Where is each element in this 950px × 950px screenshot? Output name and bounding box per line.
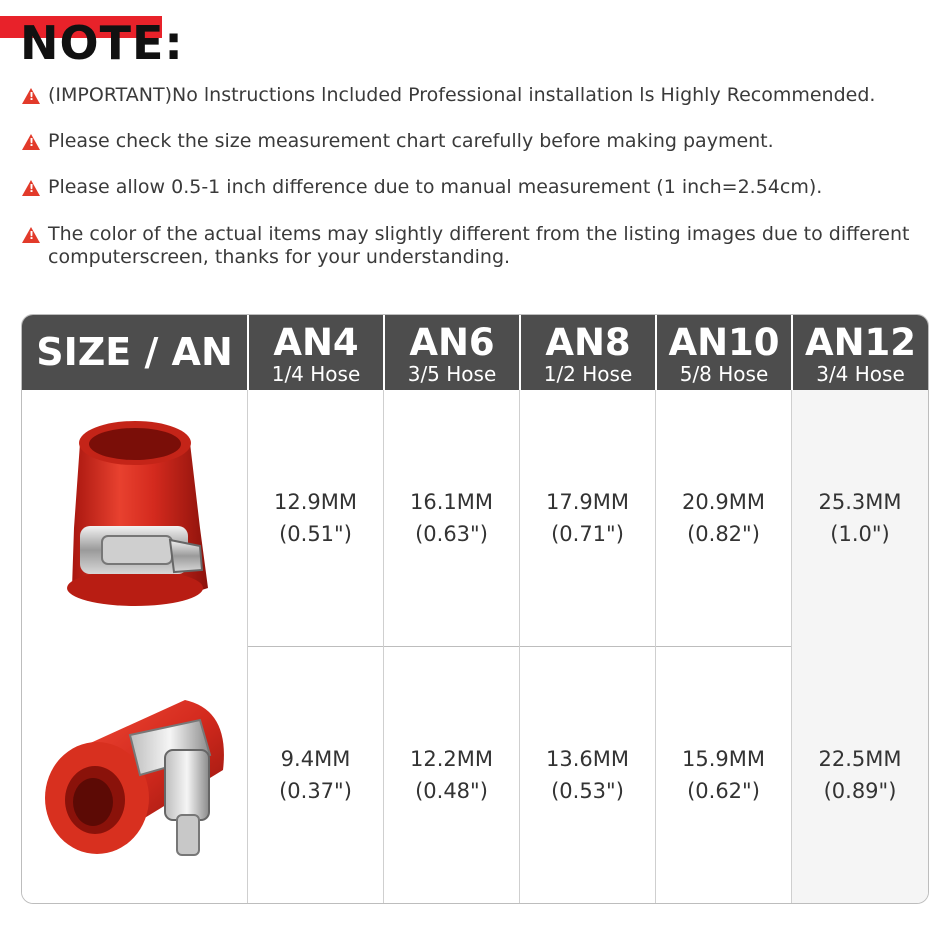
- size-cell: 16.1MM (0.63"): [383, 390, 519, 646]
- size-chart-table: [21, 314, 929, 904]
- size-cell: 13.6MM (0.53"): [519, 646, 655, 903]
- size-cell: 25.3MM (1.0"): [791, 390, 928, 646]
- hose-clamp-front-illustration: [50, 408, 220, 628]
- note-item: ! Please check the size measurement chart carefully before making payment.: [22, 130, 774, 153]
- warning-icon: [22, 180, 40, 196]
- warning-icon: [22, 134, 40, 150]
- header-col-an4: AN4 1/4 Hose: [247, 315, 383, 390]
- size-cell: 12.2MM (0.48"): [383, 646, 519, 903]
- table-row: [22, 390, 928, 647]
- note-item: ! The color of the actual items may slightly different from the listing images due to different computerscreen, thanks for your understanding.: [22, 223, 928, 269]
- size-cell: 20.9MM (0.82"): [655, 390, 791, 646]
- header-col-an10: AN10 5/8 Hose: [655, 315, 791, 390]
- product-image-front: [22, 390, 247, 646]
- warning-icon: [22, 88, 40, 104]
- hose-clamp-angled-illustration: [35, 680, 235, 870]
- size-cell: 22.5MM (0.89"): [791, 646, 928, 903]
- note-title: NOTE:: [20, 16, 184, 70]
- size-cell: 12.9MM (0.51"): [247, 390, 383, 646]
- size-cell: 17.9MM (0.71"): [519, 390, 655, 646]
- note-item: ! Please allow 0.5-1 inch difference due to manual measurement (1 inch=2.54cm).: [22, 176, 822, 199]
- product-image-angled: [22, 646, 247, 903]
- size-cell: 9.4MM (0.37"): [247, 646, 383, 903]
- table-row: [22, 646, 928, 903]
- warning-icon: [22, 227, 40, 243]
- header-col-an8: AN8 1/2 Hose: [519, 315, 655, 390]
- size-cell: 15.9MM (0.62"): [655, 646, 791, 903]
- header-size-label: SIZE / AN: [36, 330, 233, 374]
- header-col-an6: AN6 3/5 Hose: [383, 315, 519, 390]
- note-item: ! (IMPORTANT)No lnstructions lncluded Professional installation ls Highly Recommended.: [22, 84, 875, 107]
- header-col-an12: AN12 3/4 Hose: [791, 315, 928, 390]
- table-header: [22, 315, 928, 390]
